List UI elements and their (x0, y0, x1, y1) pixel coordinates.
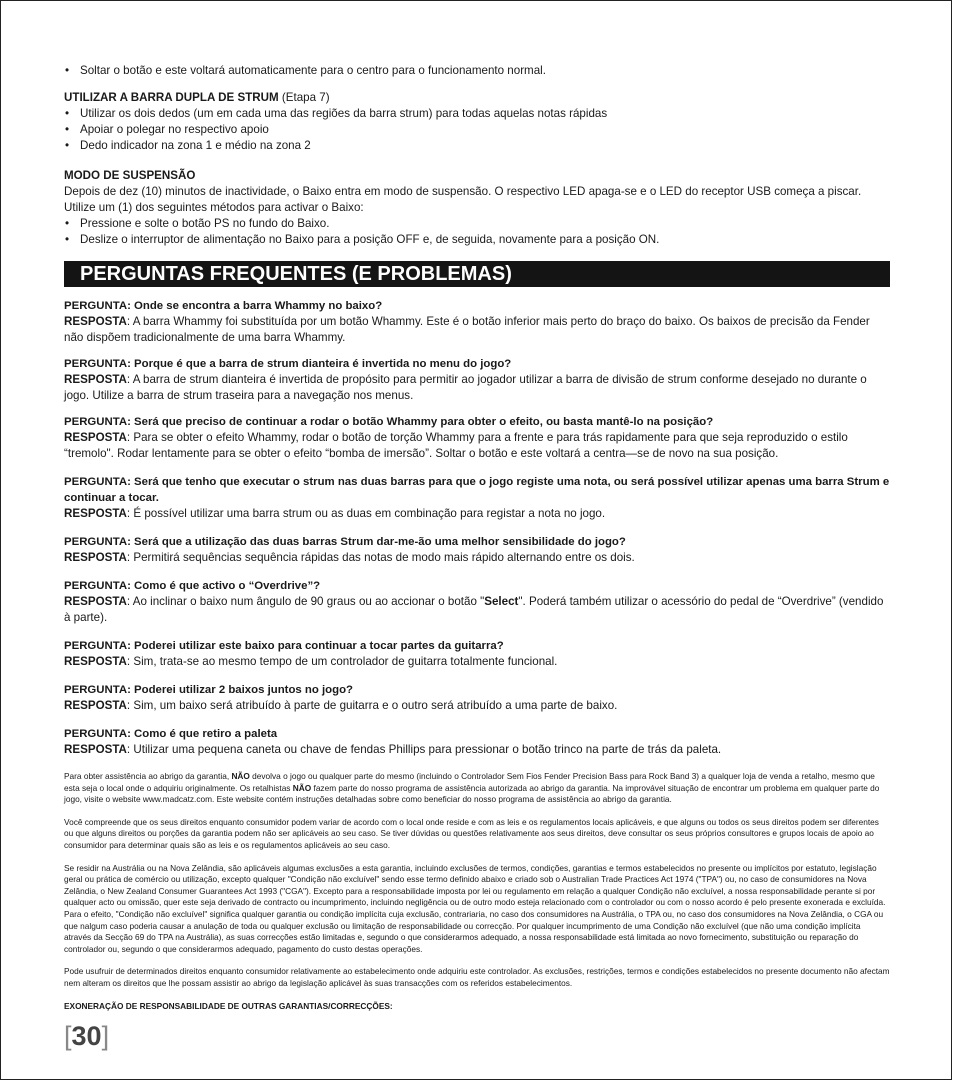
faq-question: PERGUNTA: Onde se encontra a barra Whammy no baixo? (64, 300, 383, 312)
faq-question: PERGUNTA: Como é que activo o “Overdrive”? (64, 580, 321, 592)
faq-answer (64, 430, 890, 462)
faq-question: PERGUNTA: Será que a utilização das duas barras Strum dar-me-ão uma melhor sensibilidade do jogo? (64, 536, 626, 548)
answer-label: RESPOSTA (64, 551, 127, 564)
double-strum-step: (Etapa 7) (281, 91, 330, 104)
faq-answer (64, 594, 890, 626)
faq-question: PERGUNTA: Será que tenho que executar o strum nas duas barras para que o jogo registe uma nota, ou será possível utilizar apenas uma barra Strum e continuar a tocar. (64, 476, 890, 504)
answer-text: : Sim, trata-se ao mesmo tempo de um controlador de guitarra totalmente funcional. (126, 655, 558, 668)
faq-item (64, 356, 890, 404)
faq-item (64, 414, 890, 462)
faq-question: PERGUNTA: Como é que retiro a paleta (64, 728, 278, 740)
australia-paragraph: Se residir na Austrália ou na Nova Zelândia, são aplicáveis algumas exclusões a esta garantia, incluindo exclusões de termos, condições, garantias e termos estabelecidos no presente ou implícitos por estatuto, legislação geral ou prática de comércio ou utilização, excepto qualquer "Condição não excluível" sendo esse termo definido abaixo e criado sob o Australian Trade Practices Act 1974 ("TPA") ou, no caso de consumidores na Nova Zelândia, o New Zealand Consumer Guarantees Act 1993 ("CGA"). Excepto para a responsabilidade imposta por lei ou regulamento em relação a qualquer Condição não excluível, a nossa responsabilidade perante si por qualquer acto ou omissão, quer este seja derivado de contracto ou incumprimento, incluindo negligência ou de outro modo esteja relacionado com o controlador ou com o nosso acordo é pelo presente exonerada e excluída. Para o efeito, "Condição não excluível" significa qualquer garantia ou condição implícita cuja exclusão, contrariaria, no caso dos consumidores na Austrália, o TPA ou, no caso dos consumidores na Nova Zelândia, o CGA ou que nalgum caso poderia causar a anulação de toda ou qualquer exclusão ou limitação de responsabilidade ou correcção. Por qualquer incumprimento de uma Condição não excluível (que não uma condição implícita através da Secção 69 do TPA na Austrália), as suas correcções estão limitadas e, segundo o que considerarmos adequado, a nossa responsabilidade está limitada ao novo fornecimento, substituição ou reparação do controlador ou, segundo o que considerarmos adequado, pagamento do custo destas operações. (64, 862, 886, 954)
list-item: • Soltar o botão e este voltará automaticamente para o centro para o funcionamento normal. (64, 63, 890, 79)
warranty-text: devolva o jogo ou qualquer parte do mesmo (incluindo o Controlador Sem Fios Fender Precision Bass para Rock Band 3) a qualquer loja de venda a retalho, mesmo que esta seja o local onde o adquiriu originalmente. Os retalhistas (64, 771, 875, 793)
faq-item (64, 726, 890, 758)
faq-item (64, 534, 890, 566)
double-strum-title: UTILIZAR A BARRA DUPLA DE STRUM (64, 91, 279, 104)
faq-answer (64, 506, 890, 522)
warranty-emphasis: NÃO (292, 782, 312, 793)
faq-banner: PERGUNTAS FREQUENTES (E PROBLEMAS) (64, 261, 890, 287)
warranty-emphasis: NÃO (231, 771, 250, 781)
faq-question: PERGUNTA: Poderei utilizar este baixo para continuar a tocar partes da guitarra? (64, 640, 504, 652)
answer-label: RESPOSTA (64, 699, 127, 712)
bracket-open-icon: [ (64, 1021, 72, 1051)
bracket-close-icon: ] (101, 1021, 110, 1051)
faq-item (64, 638, 890, 670)
faq-question: PERGUNTA: Será que preciso de continuar a rodar o botão Whammy para obter o efeito, ou basta mantê-lo na posição? (64, 416, 714, 428)
answer-text: : A barra de strum dianteira é invertida de propósito para permitir ao jogador utilizar a barra de divisão de strum conforme desejado no durante o jogo. Utilize a barra de strum traseira para a navegação nos menus. (64, 373, 867, 402)
suspend-list (64, 216, 890, 248)
faq-answer (64, 550, 890, 566)
answer-label: RESPOSTA (64, 507, 127, 520)
warranty-paragraph (64, 771, 890, 806)
answer-text: : Utilizar uma pequena caneta ou chave de fendas Phillips para pressionar o botão trinco na parte de trás da paleta. (126, 743, 722, 756)
faq-answer (64, 654, 890, 670)
faq-question: PERGUNTA: Porque é que a barra de strum dianteira é invertida no menu do jogo? (64, 358, 512, 370)
answer-label: RESPOSTA (64, 595, 127, 608)
answer-label: RESPOSTA (64, 743, 127, 756)
faq-question: PERGUNTA: Poderei utilizar 2 baixos juntos no jogo? (64, 684, 354, 696)
list-item: • Deslize o interruptor de alimentação no Baixo para a posição OFF e, de seguida, novamente para a posição ON. (64, 232, 890, 248)
select-keyword: Select (484, 595, 519, 608)
faq-item (64, 474, 890, 522)
answer-label: RESPOSTA (64, 373, 127, 386)
list-item: • Apoiar o polegar no respectivo apoio (64, 122, 890, 138)
rights-paragraph: Você compreende que os seus direitos enquanto consumidor podem variar de acordo com o local onde reside e com as leis e os regulamentos locais aplicáveis, e que alguns ou todos os seus direitos podem ser diferentes ou que alguns direitos ou porções da garantia podem não ser aplicáveis ao seu caso. Se tiver dúvidas ou questões relativamente aos seus direitos, deve consultar os seus próprios consultores e grupos locais de apoio ao consumidor para determinar quais são as leis e os regulamentos aplicáveis ao seu caso. (64, 816, 879, 850)
intro-bullet-list (64, 63, 890, 79)
answer-text: : Ao inclinar o baixo num ângulo de 90 graus ou ao accionar o botão " (126, 595, 485, 608)
answer-text: : Permitirá sequências sequência rápidas das notas de modo mais rápido alternando entre os dois. (126, 551, 635, 564)
answer-label: RESPOSTA (64, 431, 127, 444)
list-item: • Dedo indicador na zona 1 e médio na zona 2 (64, 138, 890, 154)
page-number (64, 1022, 109, 1050)
disclaimer-heading: EXONERAÇÃO DE RESPONSABILIDADE DE OUTRAS GARANTIAS/CORRECÇÕES: (64, 1000, 393, 1011)
answer-label: RESPOSTA (64, 655, 127, 668)
answer-label: RESPOSTA (64, 315, 127, 328)
answer-text: : Para se obter o efeito Whammy, rodar o botão de torção Whammy para a frente e para trás rapidamente para que seja reproduzido o estilo “tremolo". Rodar lentamente para se obter o efeito “bomba de imersão”. Soltar o botão e este voltará a centra—se de novo na sua posição. (64, 431, 848, 460)
page-content (64, 63, 890, 1012)
answer-text: : É possível utilizar uma barra strum ou as duas em combinação para registar a nota no jogo. (126, 507, 606, 520)
page-number-value: 30 (71, 1021, 102, 1051)
list-item: • Utilizar os dois dedos (um em cada uma das regiões da barra strum) para todas aquelas notas rápidas (64, 106, 890, 122)
faq-item (64, 298, 890, 346)
warranty-text: Para obter assistência ao abrigo da garantia, (64, 771, 232, 781)
warranty-text: fazem parte do nosso programa de assistência autorizada ao abrigo da garantia. Na improvável situação de encontrar um problema em qualquer parte do jogo, visite o website www.madcatz.com. Este website contém instruções detalhadas sobre como beneficiar do nosso programa de assistência ao abrigo da garantia. (64, 782, 880, 805)
double-strum-heading (64, 90, 890, 106)
faq-item (64, 578, 890, 626)
faq-answer (64, 372, 890, 404)
answer-text: ". Poderá também utilizar o acessório do pedal de “Overdrive” (vendido à parte). (64, 595, 884, 624)
faq-answer (64, 698, 890, 714)
faq-item (64, 682, 890, 714)
answer-text: : Sim, um baixo será atribuído à parte de guitarra e o outro será atribuído a uma parte de baixo. (126, 699, 618, 712)
list-item: • Pressione e solte o botão PS no fundo do Baixo. (64, 216, 890, 232)
double-strum-list (64, 106, 890, 154)
suspend-title: MODO DE SUSPENSÃO (64, 169, 196, 182)
faq-answer (64, 742, 890, 758)
answer-text: : A barra Whammy foi substituída por um botão Whammy. Este é o botão inferior mais perto do braço do baixo. Os baixos de precisão da Fender não dispõem tradicionalmente de uma barra Whammy. (64, 315, 870, 344)
store-rights-paragraph: Pode usufruir de determinados direitos enquanto consumidor relativamente ao estabelecimento onde adquiriu este controlador. As exclusões, restrições, termos e condições estabelecidos no presente documento não afectam nem alteram os direitos que lhe possam assistir ao abrigo da legislação aplicável às suas transacções com os referidos estabelecimentos. (64, 966, 890, 988)
faq-answer (64, 314, 890, 346)
suspend-text: Depois de dez (10) minutos de inactividade, o Baixo entra em modo de suspensão. O respectivo LED apaga-se e o LED do receptor USB começa a piscar. Utilize um (1) dos seguintes métodos para activar o Baixo: (64, 185, 862, 214)
